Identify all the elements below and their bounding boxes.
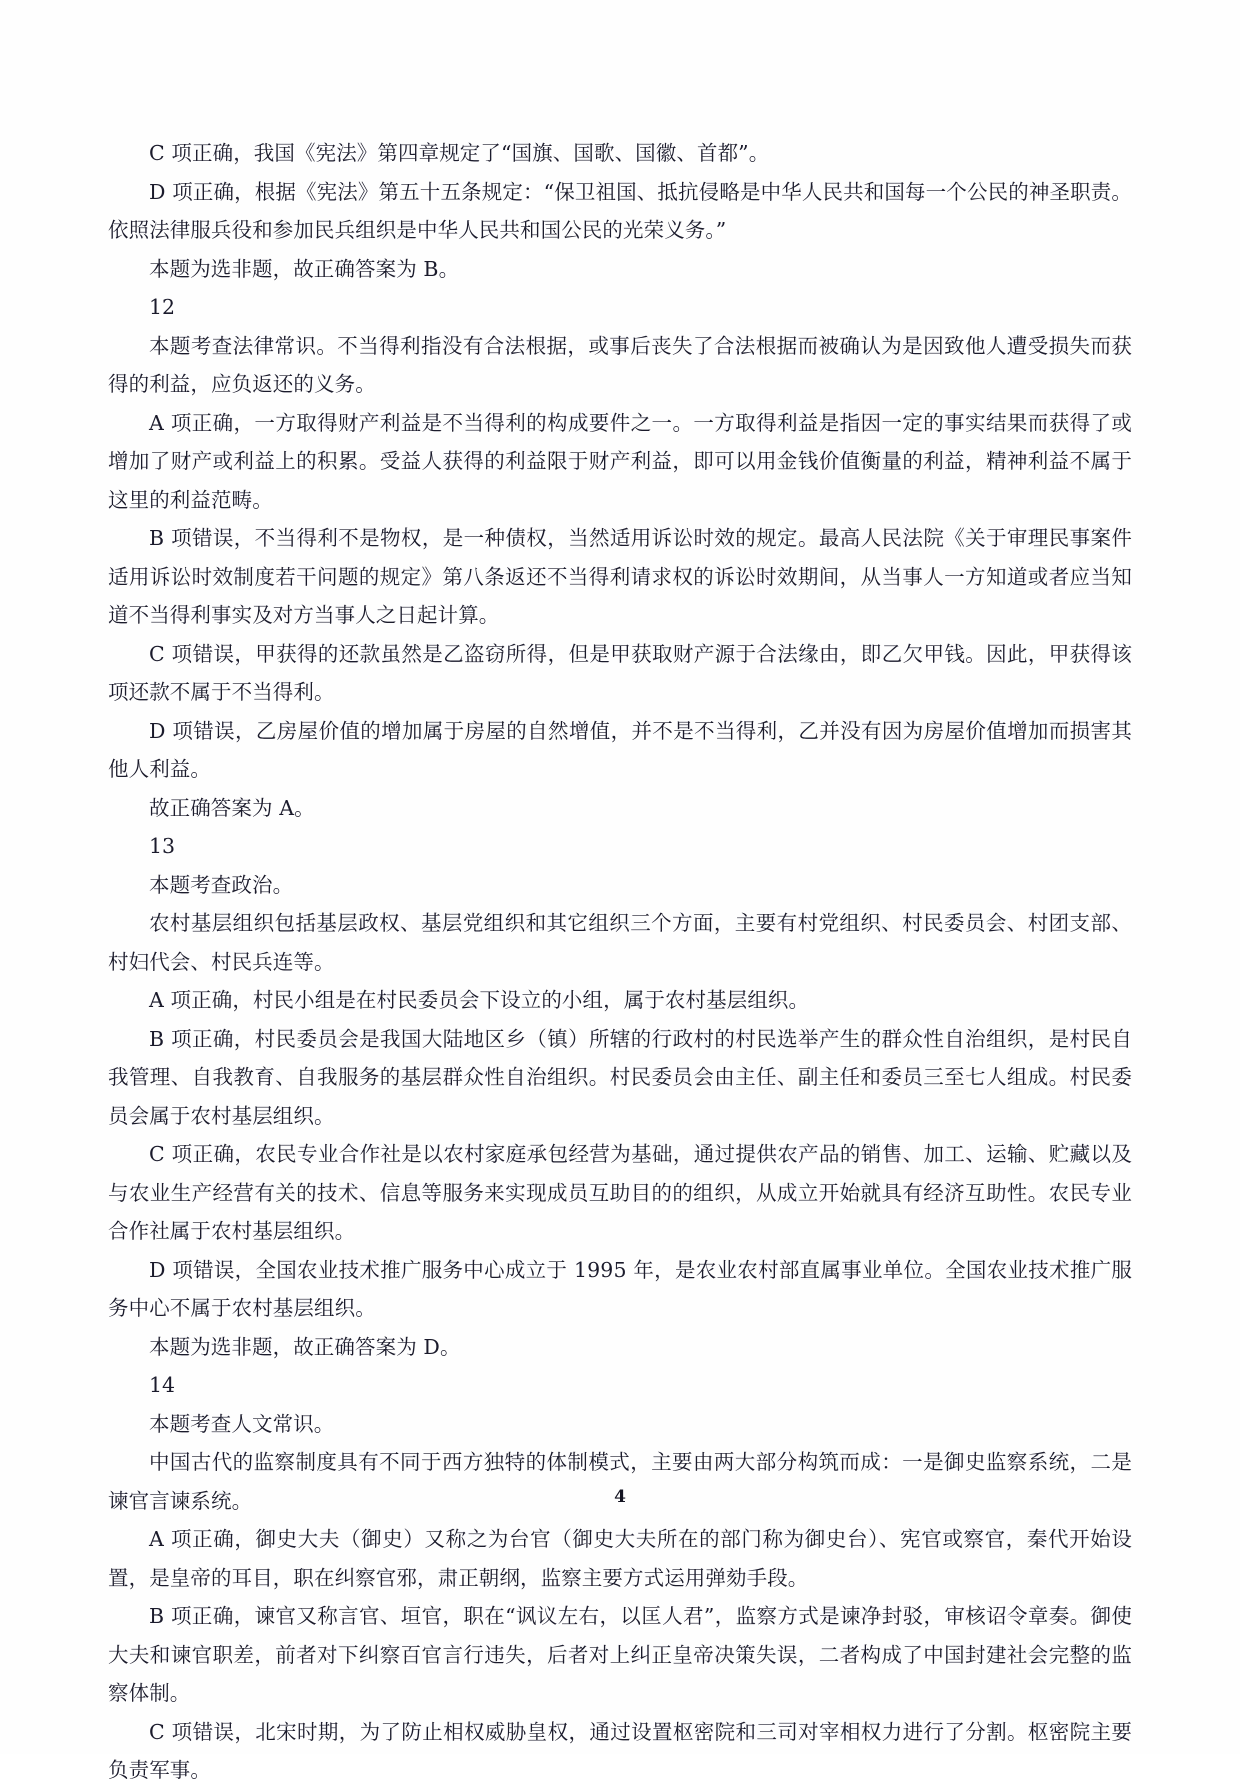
question-number: 12 — [149, 295, 176, 319]
paragraph: 故正确答案为 A。 — [149, 795, 315, 820]
paragraph: C 项正确，农民专业合作社是以农村家庭承包经营为基础，通过提供农产品的销售、加工、运输、贮藏以及与农业生产经营有关的技术、信息等服务来实现成员互助目的的组织，从成立开始就具有经济互助性。农民专业合作社属于农村基层组织。 — [108, 1142, 1132, 1243]
question-number: 14 — [149, 1373, 176, 1397]
paragraph: B 项正确，村民委员会是我国大陆地区乡（镇）所辖的行政村的村民选举产生的群众性自治组织，是村民自我管理、自我教育、自我服务的基层群众性自治组织。村民委员会由主任、副主任和委员三至七人组成。村民委员会属于农村基层组织。 — [108, 1026, 1132, 1128]
paragraph: D 项正确，根据《宪法》第五十五条规定：“保卫祖国、抵抗侵略是中华人民共和国每一个公民的神圣职责。依照法律服兵役和参加民兵组织是中华人民共和国公民的光荣义务。” — [108, 179, 1132, 242]
paragraph: 本题考查政治。 — [149, 872, 294, 897]
paragraph: 本题为选非题，故正确答案为 D。 — [149, 1334, 461, 1359]
page-body-text — [108, 134, 1132, 1790]
paragraph: D 项错误，乙房屋价值的增加属于房屋的自然增值，并不是不当得利，乙并没有因为房屋价值增加而损害其他人利益。 — [108, 718, 1132, 781]
paragraph: 本题考查人文常识。 — [149, 1411, 335, 1436]
paragraph: A 项正确，御史大夫（御史）又称之为台官（御史大夫所在的部门称为御史台）、宪官或察官，秦代开始设置，是皇帝的耳目，职在纠察官邪，肃正朝纲，监察主要方式运用弹劾手段。 — [108, 1527, 1132, 1590]
paragraph: C 项正确，我国《宪法》第四章规定了“国旗、国歌、国徽、首都”。 — [149, 141, 770, 165]
paragraph: C 项错误，北宋时期，为了防止相权威胁皇权，通过设置枢密院和三司对宰相权力进行了分割。枢密院主要负责军事。 — [108, 1719, 1132, 1782]
paragraph: 中国古代的监察制度具有不同于西方独特的体制模式，主要由两大部分构筑而成：一是御史监察系统，二是谏官言谏系统。 — [108, 1450, 1132, 1513]
paragraph: A 项正确，村民小组是在村民委员会下设立的小组，属于农村基层组织。 — [149, 988, 810, 1012]
paragraph: A 项正确，一方取得财产利益是不当得利的构成要件之一。一方取得利益是指因一定的事实结果而获得了或增加了财产或利益上的积累。受益人获得的利益限于财产利益，即可以用金钱价值衡量的利益，精神利益不属于这里的利益范畴。 — [108, 410, 1132, 512]
paragraph: 本题考查法律常识。不当得利指没有合法根据，或事后丧失了合法根据而被确认为是因致他人遭受损失而获得的利益，应负返还的义务。 — [108, 333, 1132, 396]
paragraph: B 项错误，不当得利不是物权，是一种债权，当然适用诉讼时效的规定。最高人民法院《关于审理民事案件适用诉讼时效制度若干问题的规定》第八条返还不当得利请求权的诉讼时效期间，从当事人一方知道或者应当知道不当得利事实及对方当事人之日起计算。 — [108, 526, 1132, 627]
paragraph: C 项错误，甲获得的还款虽然是乙盗窃所得，但是甲获取财产源于合法缘由，即乙欠甲钱。因此，甲获得该项还款不属于不当得利。 — [108, 641, 1132, 704]
question-number: 13 — [149, 834, 176, 858]
paragraph: D 项错误，全国农业技术推广服务中心成立于 1995 年，是农业农村部直属事业单位。全国农业技术推广服务中心不属于农村基层组织。 — [108, 1257, 1132, 1320]
page-number: 4 — [614, 1487, 626, 1507]
paragraph: 农村基层组织包括基层政权、基层党组织和其它组织三个方面，主要有村党组织、村民委员会、村团支部、村妇代会、村民兵连等。 — [108, 911, 1132, 974]
paragraph: 本题为选非题，故正确答案为 B。 — [149, 256, 460, 281]
paragraph: B 项正确，谏官又称言官、垣官，职在“讽议左右，以匡人君”，监察方式是谏净封驳，审核诏令章奏。御使大夫和谏官职差，前者对下纠察百官言行违失，后者对上纠正皇帝决策失误，二者构成了中国封建社会完整的监察体制。 — [108, 1604, 1132, 1705]
